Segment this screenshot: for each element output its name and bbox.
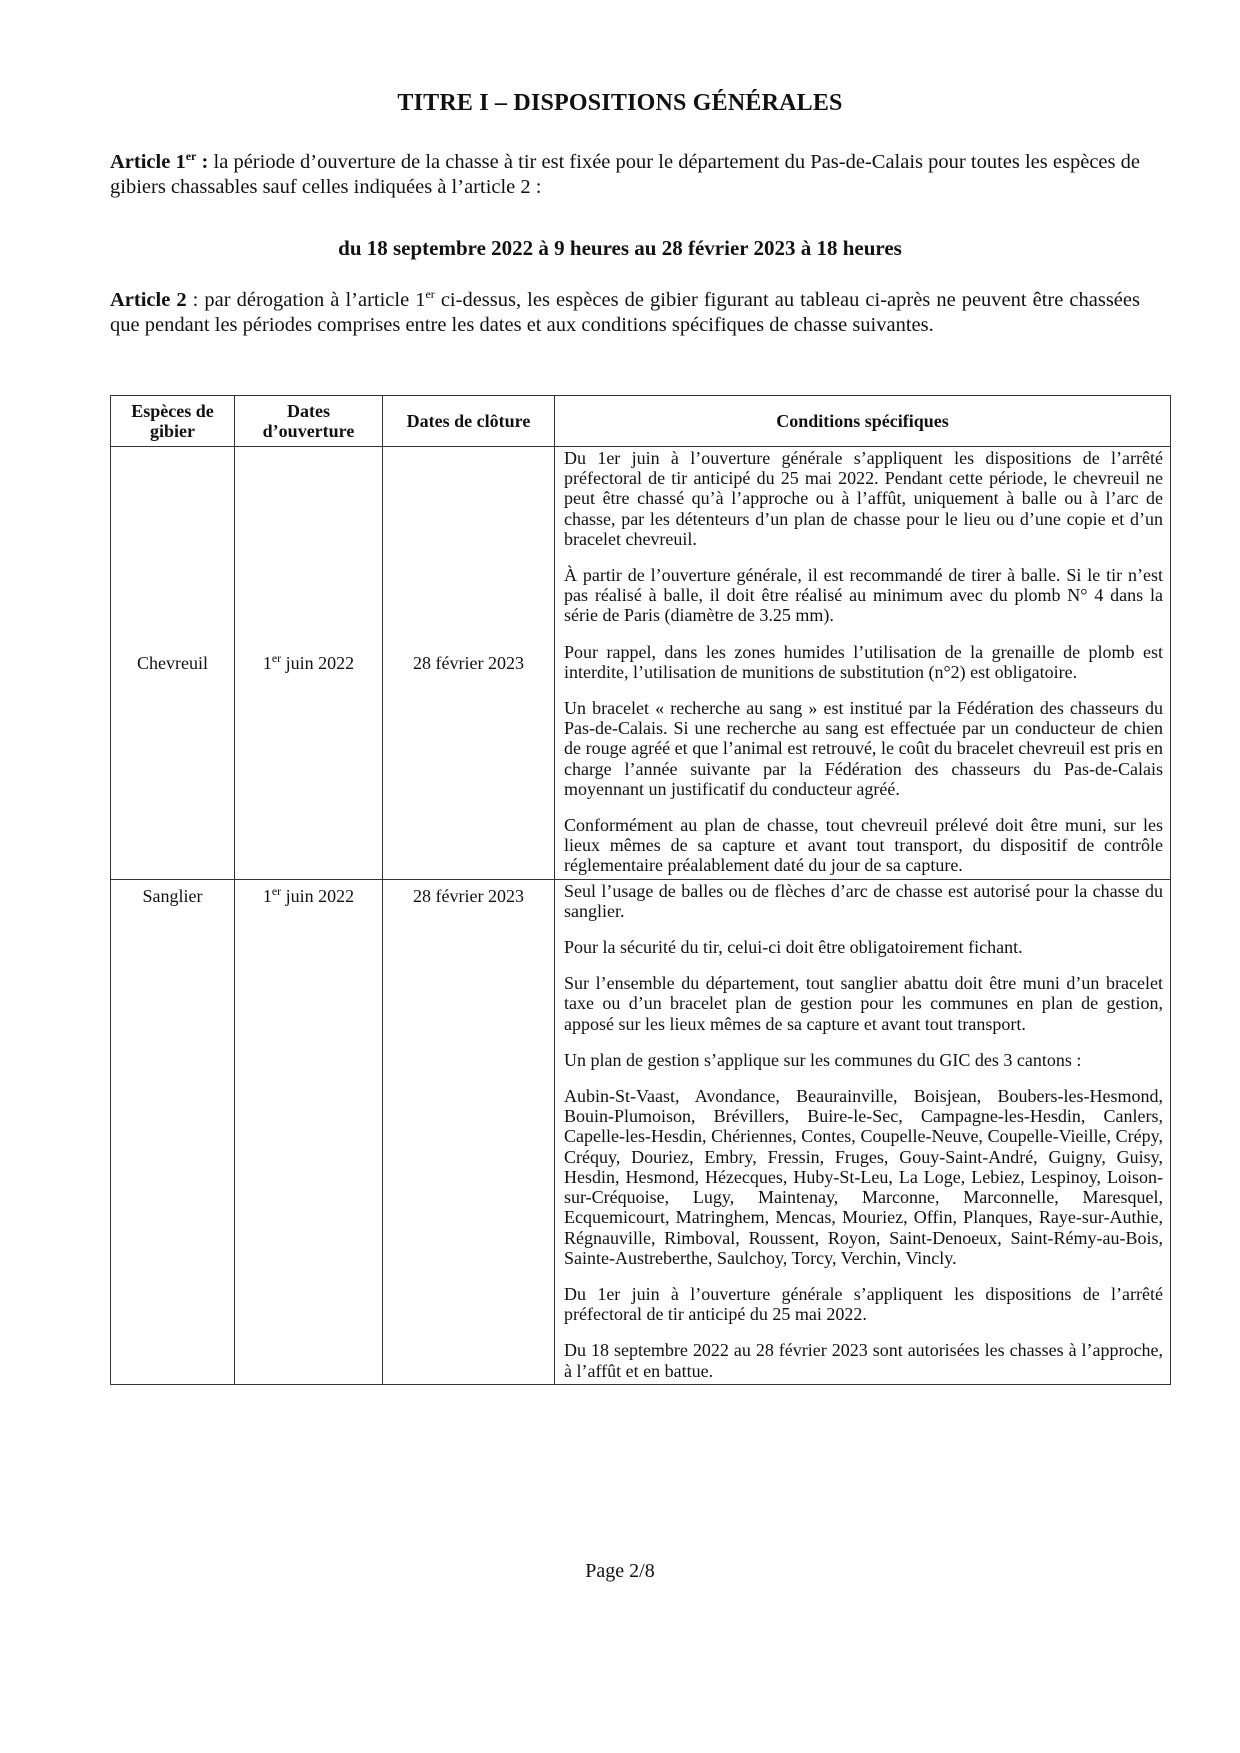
header-conditions: Conditions spécifiques	[555, 396, 1171, 447]
closing-date-cell: 28 février 2023	[383, 447, 555, 880]
table-row	[111, 879, 1171, 1384]
conditions-cell	[555, 879, 1171, 1384]
header-opening-date: Dates d’ouverture	[235, 396, 383, 447]
condition-paragraph: Sur l’ensemble du département, tout sanglier abattu doit être muni d’un bracelet taxe ou d’un bracelet plan de gestion pour les communes en plan de gestion, apposé sur les lieux mêmes de sa capture et avant tout transport.	[564, 973, 1163, 1034]
condition-paragraph: Pour la sécurité du tir, celui-ci doit être obligatoirement fichant.	[564, 937, 1023, 958]
condition-paragraph: Seul l’usage de balles ou de flèches d’arc de chasse est autorisé pour la chasse du sanglier.	[564, 880, 1163, 921]
hunting-period: du 18 septembre 2022 à 9 heures au 28 février 2023 à 18 heures	[338, 236, 902, 260]
section-title: TITRE I – DISPOSITIONS GÉNÉRALES	[397, 90, 843, 116]
header-closing-date: Dates de clôture	[383, 396, 555, 447]
condition-paragraph: Un bracelet « recherche au sang » est institué par la Fédération des chasseurs du Pas-de-Calais. Si une recherche au sang est effectuée par un conducteur de chien de rouge agréé et que l’animal est retrouvé, le coût du bracelet chevreuil est pris en charge l’année suivante par la Fédération des chasseurs du Pas-de-Calais moyennant un justificatif du conducteur agréé.	[564, 698, 1163, 799]
condition-paragraph: Pour rappel, dans les zones humides l’utilisation de la grenaille de plomb est interdite, l’utilisation de munitions de substitution (n°2) est obligatoire.	[564, 641, 1163, 682]
species-cell: Sanglier	[111, 879, 235, 1384]
species-cell: Chevreuil	[111, 447, 235, 880]
conditions-cell	[555, 447, 1171, 880]
condition-paragraph: À partir de l’ouverture générale, il est recommandé de tirer à balle. Si le tir n’est pas réalisé à balle, il doit être réalisé au minimum avec du plomb N° 4 dans la série de Paris (diamètre de 3.25 mm).	[564, 565, 1163, 626]
article-1	[110, 150, 1140, 200]
header-species: Espèces de gibier	[111, 396, 235, 447]
condition-paragraph: Un plan de gestion s’applique sur les communes du GIC des 3 cantons :	[564, 1049, 1082, 1070]
opening-date-cell: 1er juin 2022	[235, 447, 383, 880]
condition-paragraph: Conformément au plan de chasse, tout chevreuil prélevé doit être muni, sur les lieux mêmes de sa capture et avant tout transport, du dispositif de contrôle réglementaire préalablement daté du jour de sa capture.	[564, 815, 1163, 876]
closing-date-cell: 28 février 2023	[383, 879, 555, 1384]
opening-date-cell: 1er juin 2022	[235, 879, 383, 1384]
article-2: Article 2 : par dérogation à l’article 1er ci-dessus, les espèces de gibier figurant au tableau ci-après ne peuvent être chassées que pendant les périodes comprises entre les dates et aux conditions spécifiques de chasse suivantes.	[110, 287, 1140, 336]
article-2-label: Article 2	[110, 289, 187, 311]
commune-list: Aubin-St-Vaast, Avondance, Beaurainville, Boisjean, Boubers-les-Hesmond, Bouin-Plumoison, Brévillers, Buire-le-Sec, Campagne-les-Hesdin, Canlers, Capelle-les-Hesdin, Chériennes, Contes, Coupelle-Neuve, Coupelle-Vieille, Crépy, Créquy, Douriez, Embry, Fressin, Fruges, Gouy-Saint-André, Guigny, Guisy, Hesdin, Hesmond, Hézecques, Huby-St-Leu, La Loge, Lebiez, Lespinoy, Loison-sur-Créquoise, Lugy, Maintenay, Marconne, Marconnelle, Maresquel, Ecquemicourt, Matringhem, Mencas, Mouriez, Offin, Planques, Raye-sur-Authie, Régnauville, Rimboval, Roussent, Royon, Saint-Denoeux, Saint-Rémy-au-Bois, Sainte-Austreberthe, Saulchoy, Torcy, Verchin, Vincly.	[564, 1086, 1163, 1268]
condition-paragraph: Du 1er juin à l’ouverture générale s’appliquent les dispositions de l’arrêté préfectoral de tir anticipé du 25 mai 2022.	[564, 1283, 1163, 1325]
page-number: Page 2/8	[585, 1560, 655, 1582]
condition-paragraph: Du 18 septembre 2022 au 28 février 2023 sont autorisées les chasses à l’approche, à l’affût et en battue.	[564, 1340, 1163, 1381]
condition-paragraph: Du 1er juin à l’ouverture générale s’appliquent les dispositions de l’arrêté préfectoral de tir anticipé du 25 mai 2022. Pendant cette période, le chevreuil ne peut être chassé qu’à l’approche ou à l’affût, uniquement à balle ou à l’arc de chasse, par les détenteurs d’un plan de chasse pour le lieu ou d’une copie et d’un bracelet chevreuil.	[564, 448, 1163, 549]
table-header-row	[111, 396, 1171, 447]
species-table	[110, 395, 1171, 1385]
article-1-label: Article 1er :	[110, 149, 209, 173]
article-1-text: la période d’ouverture de la chasse à tir est fixée pour le département du Pas-de-Calais pour toutes les espèces de gibiers chassables sauf celles indiquées à l’article 2 :	[110, 151, 1141, 198]
table-row	[111, 447, 1171, 880]
